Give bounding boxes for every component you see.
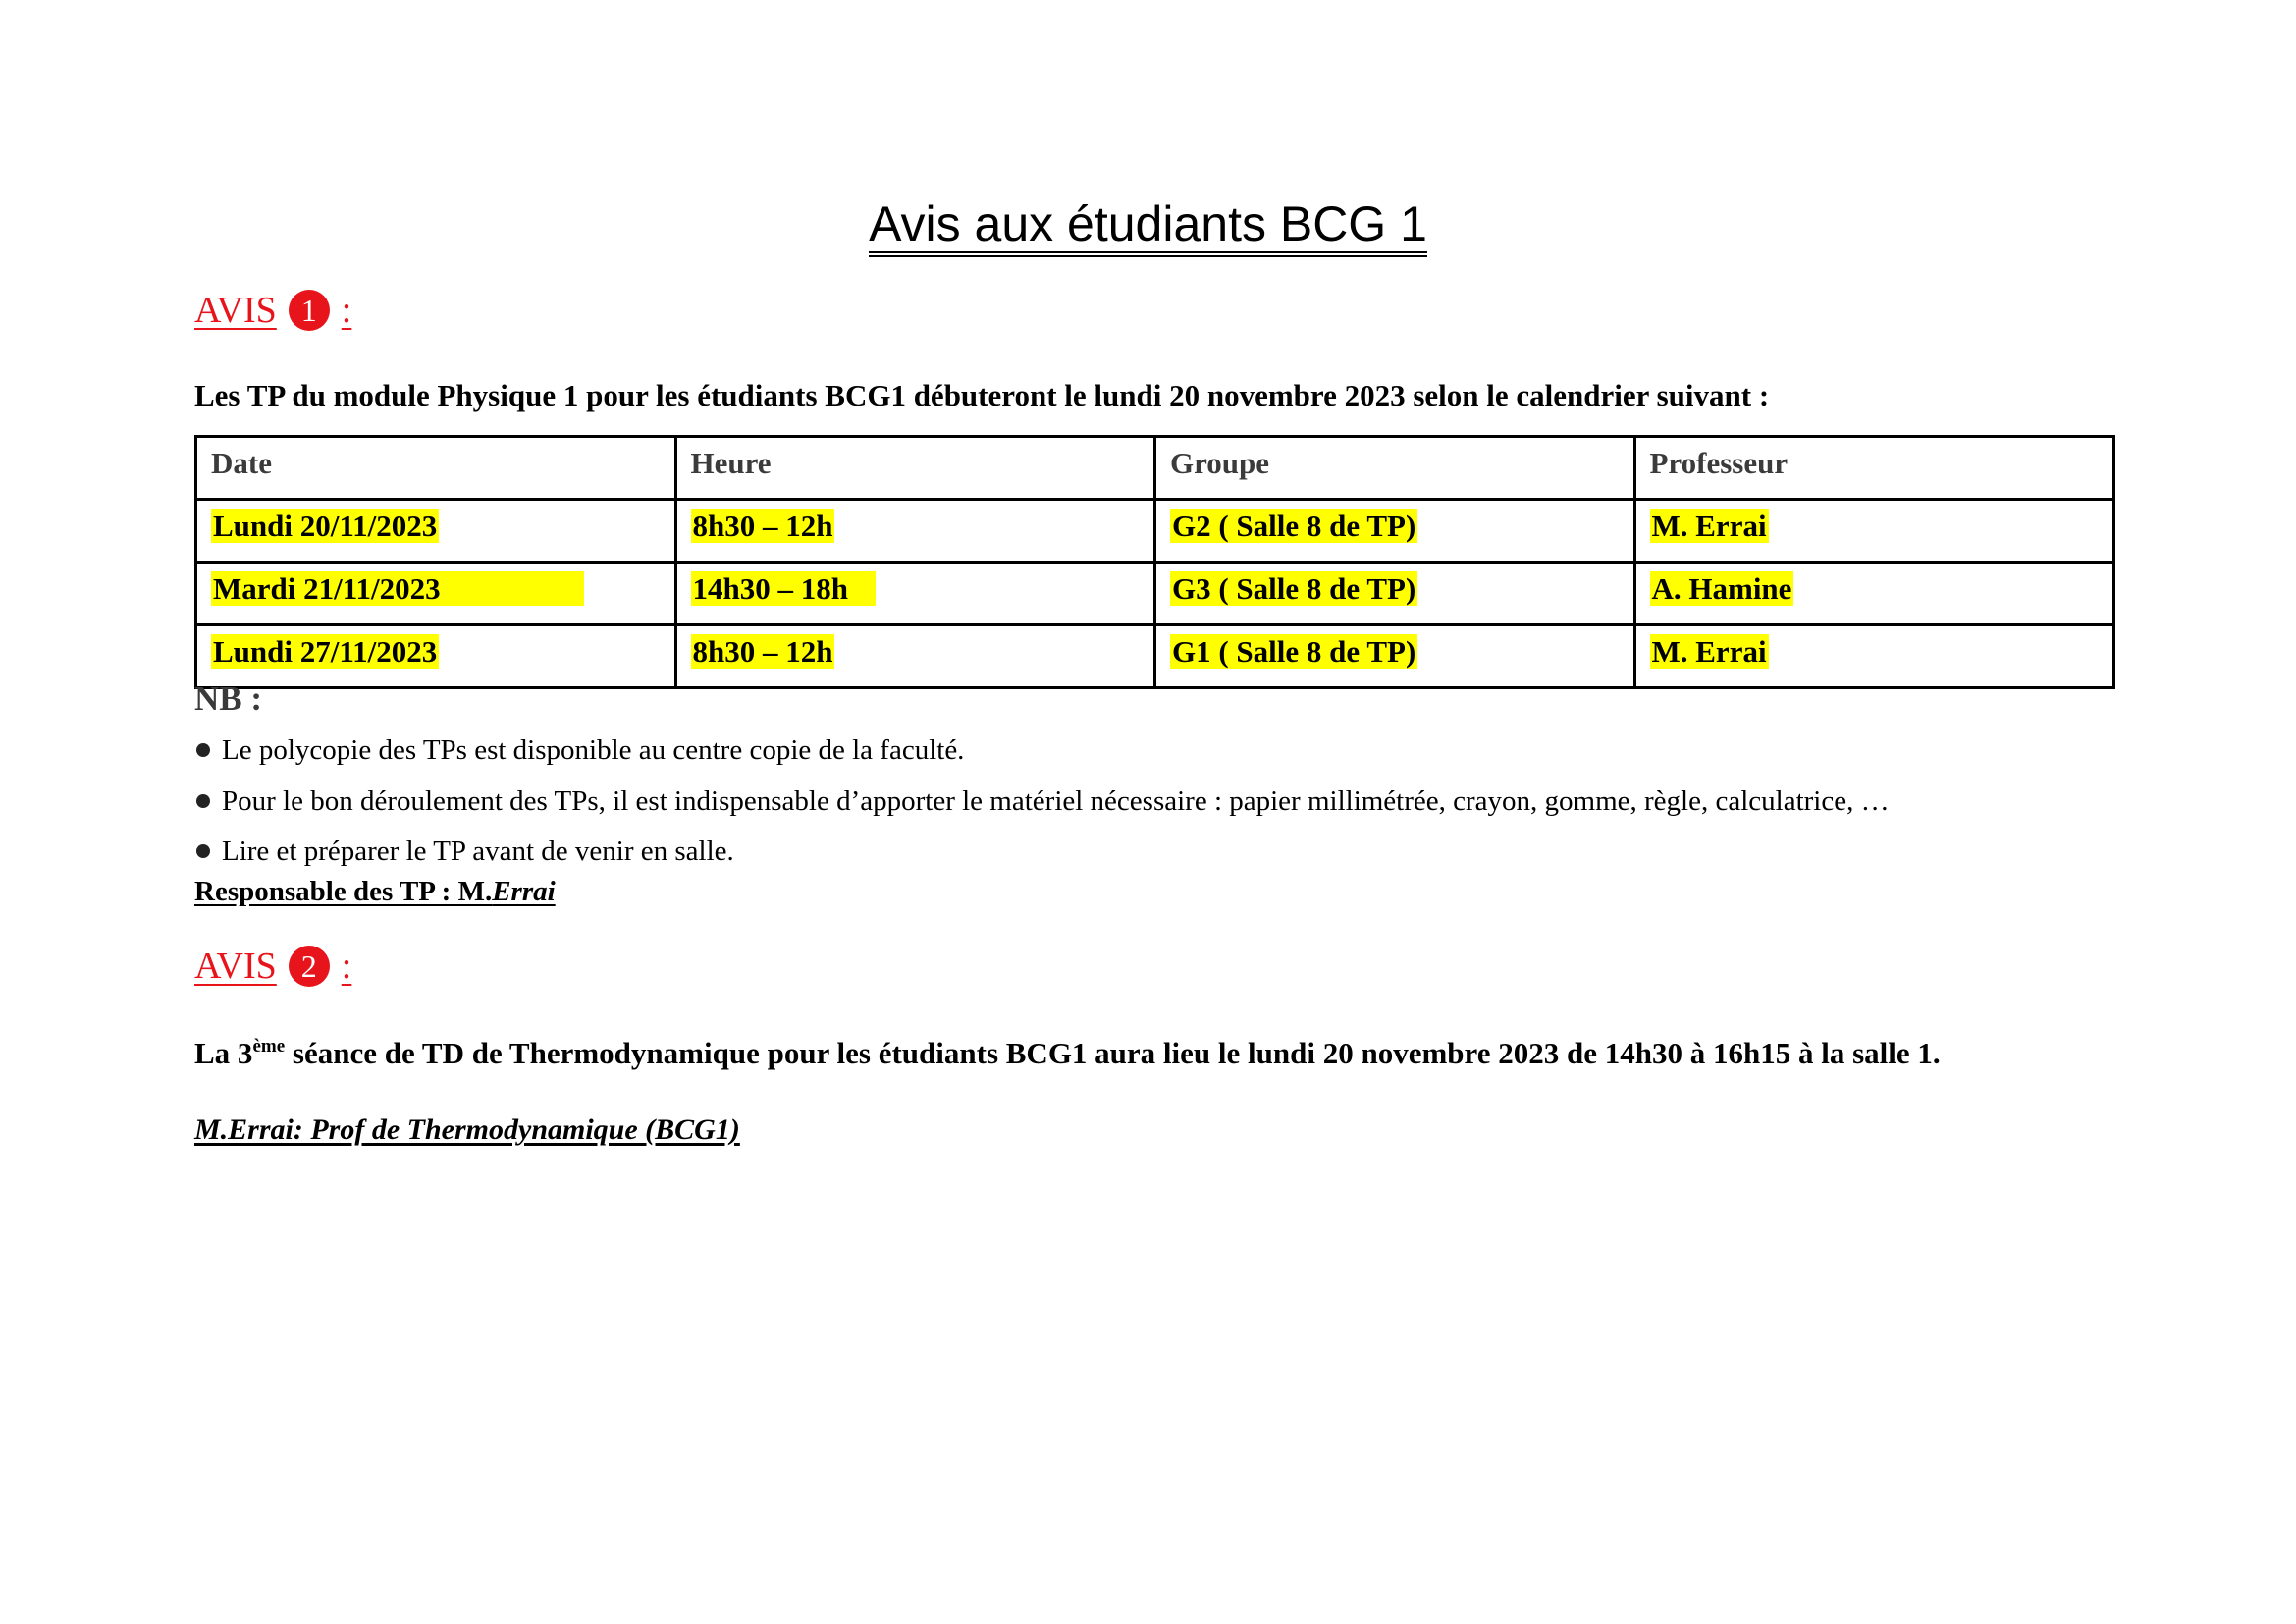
schedule-table — [194, 435, 2115, 689]
title-text: Avis aux étudiants BCG 1 — [869, 196, 1427, 257]
cell-groupe: G2 ( Salle 8 de TP) — [1155, 500, 1635, 563]
bullet-text: Lire et préparer le TP avant de venir en salle. — [222, 836, 734, 867]
table-row — [196, 500, 2114, 563]
responsable-line — [194, 874, 556, 909]
header-heure: Heure — [675, 437, 1155, 500]
cell-heure: 8h30 – 12h — [675, 500, 1155, 563]
header-groupe: Groupe — [1155, 437, 1635, 500]
avis-2-number-badge: 2 — [289, 946, 330, 987]
avis-1-heading — [194, 287, 351, 334]
cell-groupe: G1 ( Salle 8 de TP) — [1155, 625, 1635, 688]
cell-date: Lundi 27/11/2023 — [196, 625, 676, 688]
table-row — [196, 563, 2114, 625]
header-date: Date — [196, 437, 676, 500]
avis-1-intro: Les TP du module Physique 1 pour les étudiants BCG1 débuteront le lundi 20 novembre 2023 selon le calendrier suivant : — [194, 378, 1770, 412]
avis-1-colon: : — [341, 290, 352, 331]
page-title — [0, 192, 2296, 257]
bullet-dot-icon — [196, 844, 210, 858]
bullet-text: Pour le bon déroulement des TPs, il est indispensable d’apporter le matériel nécessaire : papier millimétrée, crayon, gomme, règle, calculatrice, … — [222, 785, 1890, 817]
bullet-text: Le polycopie des TPs est disponible au centre copie de la faculté. — [222, 734, 965, 766]
avis-2-text: La 3ème séance de TD de Thermodynamique pour les étudiants BCG1 aura lieu le lundi 20 novembre 2023 de 14h30 à 16h15 à la salle 1. — [194, 1036, 1941, 1070]
list-item — [194, 833, 734, 870]
cell-date: Mardi 21/11/2023 — [196, 563, 676, 625]
avis-2-heading — [194, 943, 351, 990]
bullet-dot-icon — [196, 743, 210, 757]
nb-label: NB : — [194, 679, 263, 718]
list-item — [194, 783, 1890, 820]
cell-heure: 14h30 – 18h — [675, 563, 1155, 625]
responsable-name: Errai — [492, 876, 556, 907]
superscript: ème — [252, 1036, 286, 1056]
signature: M.Errai: Prof de Thermodynamique (BCG1) — [194, 1113, 740, 1146]
avis-1-number-badge: 1 — [289, 290, 330, 331]
cell-date: Lundi 20/11/2023 — [196, 500, 676, 563]
avis-1-label: AVIS — [194, 290, 277, 331]
header-professeur: Professeur — [1634, 437, 2114, 500]
cell-heure: 8h30 – 12h — [675, 625, 1155, 688]
cell-groupe: G3 ( Salle 8 de TP) — [1155, 563, 1635, 625]
responsable-label: Responsable des TP : M. — [194, 876, 493, 907]
list-item — [194, 731, 964, 769]
cell-professeur: M. Errai — [1634, 500, 2114, 563]
avis-2-colon: : — [341, 946, 352, 987]
table-row — [196, 625, 2114, 688]
avis-2-label: AVIS — [194, 946, 277, 987]
bullet-dot-icon — [196, 794, 210, 808]
table-header-row — [196, 437, 2114, 500]
cell-professeur: A. Hamine — [1634, 563, 2114, 625]
cell-professeur: M. Errai — [1634, 625, 2114, 688]
